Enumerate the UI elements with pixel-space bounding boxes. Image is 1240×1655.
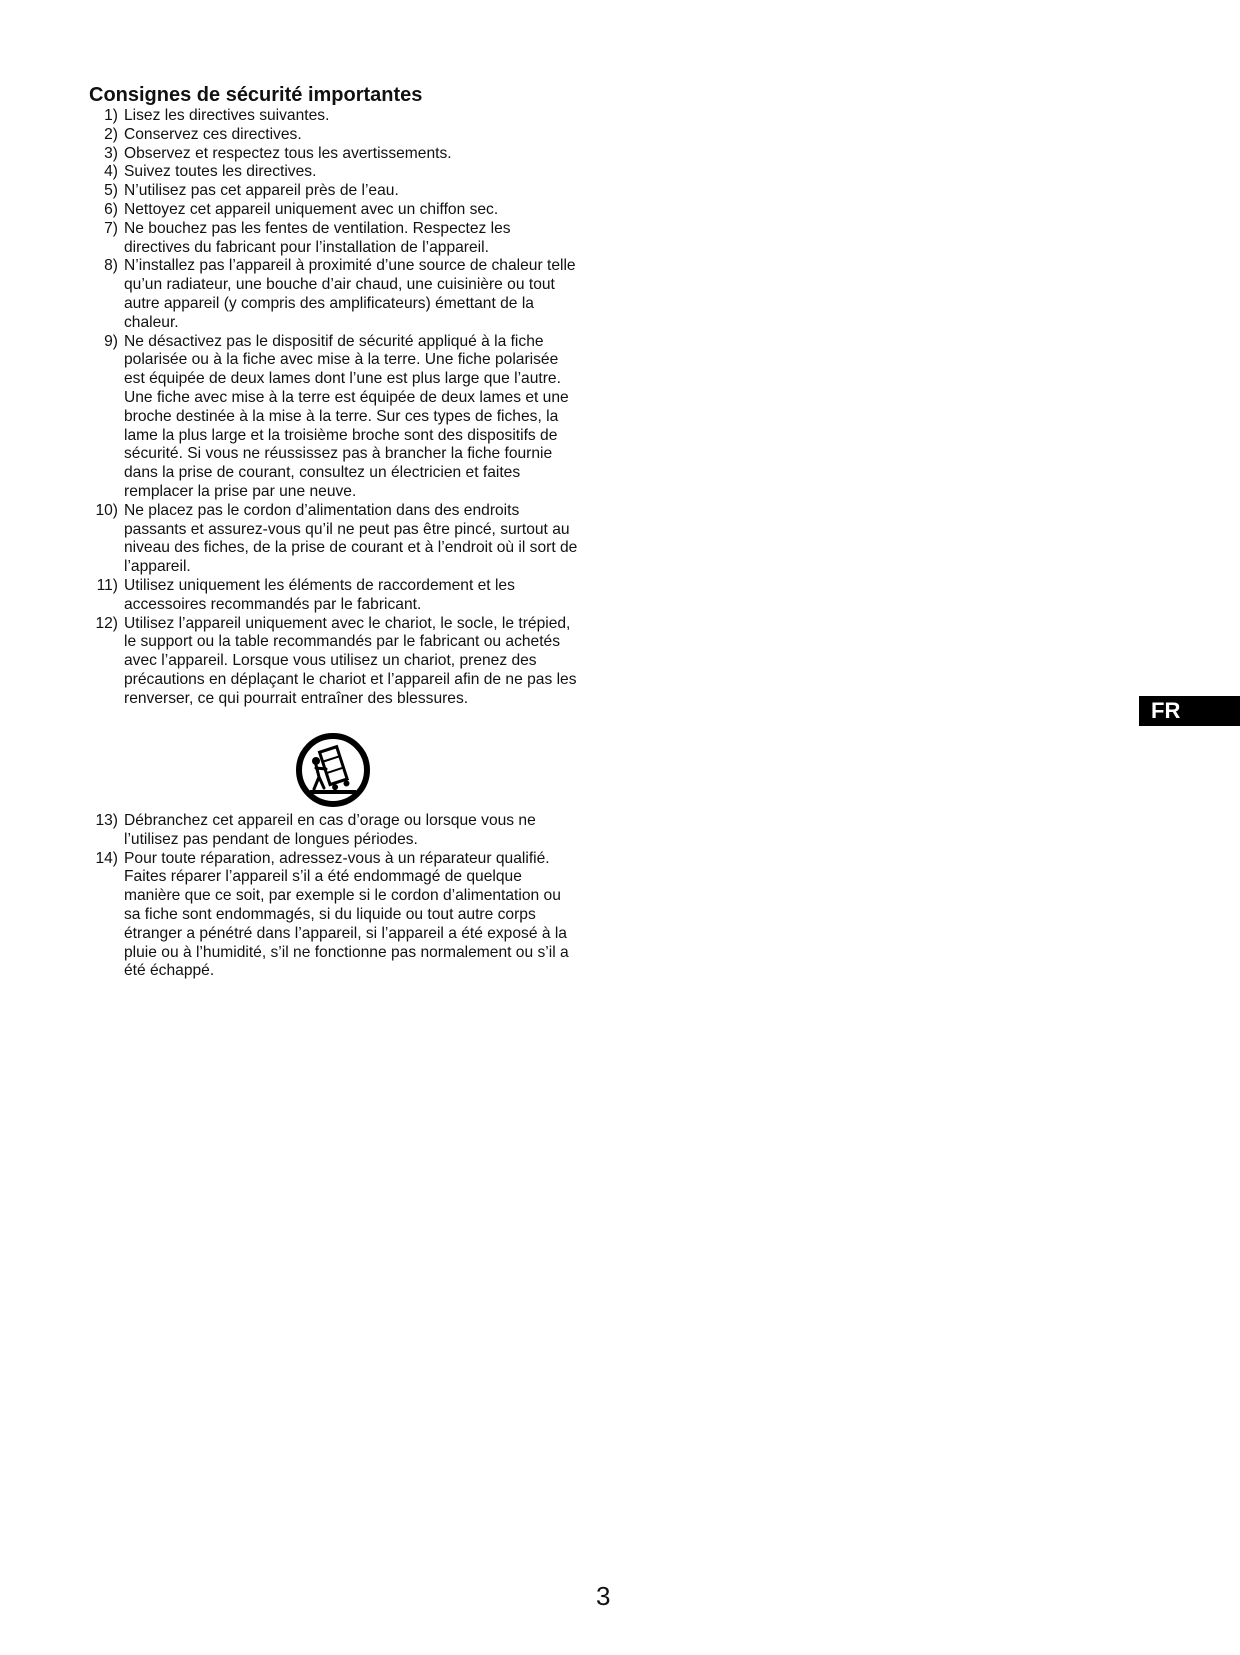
list-item <box>88 333 578 502</box>
item-text: Observez et respectez tous les avertissements. <box>124 144 452 162</box>
item-number: 12) <box>95 614 118 632</box>
item-number: 8) <box>104 257 118 275</box>
item-text: N’utilisez pas cet appareil près de l’eau. <box>124 182 399 200</box>
list-item <box>88 577 578 615</box>
item-text: Lisez les directives suivantes. <box>124 107 330 124</box>
item-number: 6) <box>104 200 118 218</box>
cart-tip-over-warning-icon <box>296 733 370 807</box>
item-text: N’installez pas l’appareil à proximité d’une source de chaleur telle qu’un radiateur, une bouche d’air chaud, une cuisinière ou tout autre appareil (y compris des amplificateurs) émettant de la chaleur. <box>124 257 576 331</box>
item-number: 5) <box>104 182 118 200</box>
item-text: Nettoyez cet appareil uniquement avec un chiffon sec. <box>124 200 499 218</box>
list-item <box>88 257 578 332</box>
list-item <box>88 220 578 258</box>
item-number: 10) <box>95 501 118 519</box>
item-number: 4) <box>104 163 118 181</box>
item-text: Ne placez pas le cordon d’alimentation dans des endroits passants et assurez-vous qu’il ne peut pas être pincé, surtout au niveau des fiches, de la prise de courant et à l’endroit où il sort de l’appareil. <box>124 501 578 576</box>
list-item <box>88 163 578 182</box>
item-text: Ne désactivez pas le dispositif de sécurité appliqué à la fiche polarisée ou à la fiche avec mise à la terre. Une fiche polarisée est équipée de deux lames dont l’une est plus large que l’autre. Une fiche avec mise à la terre est équipée de deux lames et une broche destinée à la mise à la terre. Sur ces types de fiches, la lame la plus large et la troisième broche sont des dispositifs de sécurité. Si vous ne réussissez pas à brancher la fiche fournie dans la prise de courant, consultez un électricien et faites remplacer la prise par une neuve. <box>124 332 569 500</box>
safety-instructions-list <box>88 107 578 709</box>
item-text: Suivez toutes les directives. <box>124 163 317 181</box>
list-item <box>88 502 578 577</box>
list-item <box>88 145 578 164</box>
item-text: Débranchez cet appareil en cas d’orage ou lorsque vous ne l’utilisez pas pendant de longues périodes. <box>124 812 536 848</box>
page-number: 3 <box>596 1581 611 1611</box>
item-text: Ne bouchez pas les fentes de ventilation. Respectez les directives du fabricant pour l’installation de l’appareil. <box>124 219 511 256</box>
list-item <box>88 201 578 220</box>
list-item <box>88 850 578 982</box>
item-text: Utilisez l’appareil uniquement avec le chariot, le socle, le trépied, le support ou la table recommandés par le fabricant ou achetés avec l’appareil. Lorsque vous utilisez un chariot, prenez des précautions en déplaçant le chariot et l’appareil afin de ne pas les renverser, ce qui pourrait entraîner des blessures. <box>124 614 577 707</box>
item-number: 2) <box>104 125 118 143</box>
item-number: 9) <box>104 332 118 350</box>
item-text: Utilisez uniquement les éléments de raccordement et les accessoires recommandés par le fabricant. <box>124 576 515 613</box>
item-text: Conservez ces directives. <box>124 125 302 143</box>
item-text: Pour toute réparation, adressez-vous à un réparateur qualifié. Faites réparer l’appareil s’il a été endommagé de quelque manière que ce soit, par exemple si le cordon d’alimentation ou sa fiche sont endommagés, si du liquide ou tout autre corps étranger a pénétré dans l’appareil, si l’appareil a été exposé à la pluie ou à l’humidité, s’il ne fonctionne pas normalement ou s’il a été échappé. <box>124 849 569 980</box>
list-item <box>88 107 578 126</box>
page-title: Consignes de sécurité importantes <box>89 84 423 106</box>
safety-instructions-list-continued <box>88 812 578 981</box>
list-item <box>88 182 578 201</box>
language-tab: FR <box>1139 696 1240 726</box>
item-number: 11) <box>96 576 118 594</box>
list-item <box>88 126 578 145</box>
list-item <box>88 615 578 709</box>
list-item <box>88 812 578 850</box>
item-number: 14) <box>95 849 118 867</box>
item-number: 1) <box>104 107 118 124</box>
item-number: 13) <box>95 812 118 829</box>
item-number: 3) <box>104 144 118 162</box>
item-number: 7) <box>104 219 118 237</box>
